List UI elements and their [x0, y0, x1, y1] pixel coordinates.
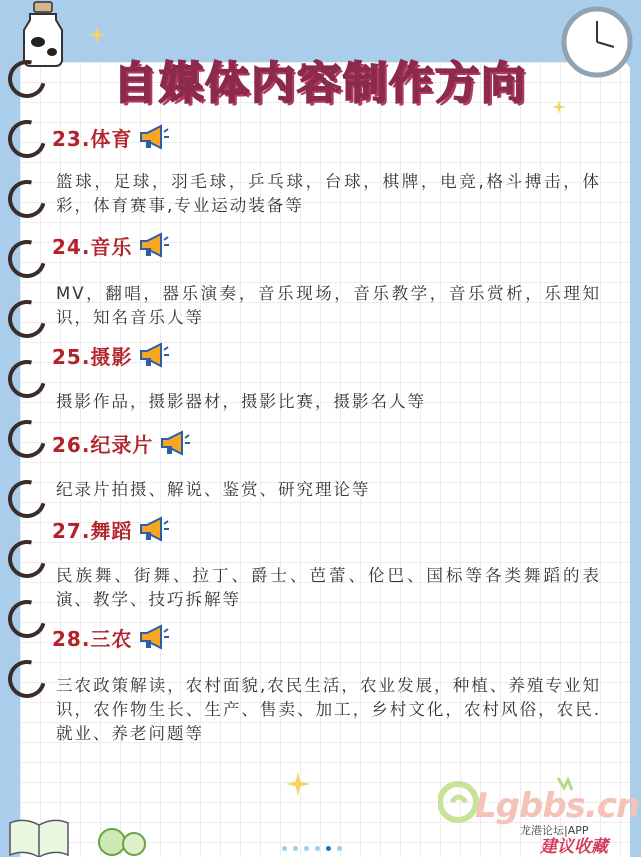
watermark-sub: 龙港论坛|APP [520, 824, 589, 837]
page-title: 自媒体内容制作方向 [113, 58, 527, 109]
section-heading [52, 428, 191, 458]
megaphone-icon [138, 124, 170, 150]
megaphone-icon [138, 342, 170, 368]
spiral-binding [0, 60, 50, 700]
section-text: MV，翻唱，器乐演奏，音乐现场，音乐教学，音乐赏析，乐理知识，知名音乐人等 [56, 284, 601, 327]
megaphone-icon [138, 624, 170, 650]
book-icon [8, 815, 70, 857]
megaphone-icon [159, 430, 191, 456]
pagination-dots [282, 846, 342, 851]
section-heading [52, 122, 170, 152]
megaphone-icon [138, 516, 170, 542]
section-heading [52, 340, 170, 370]
section-heading-text: 25.摄影 [52, 344, 133, 369]
section-text: 三农政策解读，农村面貌,农民生活，农业发展，种植、养殖专业知识，农作物生长、生产、售卖、加工，乡村文化，农村风俗，农民.就业、养老问题等 [56, 676, 601, 743]
section-text: 篮球，足球，羽毛球，乒乓球，台球，棋牌，电竞,格斗搏击，体彩，体育赛事,专业运动装备等 [56, 172, 601, 215]
star-icon [286, 772, 310, 796]
section-heading-text: 24.音乐 [52, 234, 133, 259]
section-heading [52, 514, 170, 544]
section-text: 民族舞、街舞、拉丁、爵士、芭蕾、伦巴、国标等各类舞蹈的表演、教学、技巧拆解等 [56, 566, 601, 609]
megaphone-icon [138, 232, 170, 258]
section-heading-text: 23.体育 [52, 126, 133, 151]
section-heading-text: 28.三农 [52, 626, 133, 651]
section-heading [52, 622, 170, 652]
section-heading [52, 230, 170, 260]
section-text: 纪录片拍摄、解说、鉴赏、研究理论等 [56, 480, 371, 499]
cucumber-icon [96, 826, 152, 856]
clock-icon [560, 5, 634, 79]
section-heading-text: 27.舞蹈 [52, 518, 133, 543]
watermark-brand: Lgbbs.cn [475, 786, 640, 826]
section-heading-text: 26.纪录片 [52, 432, 154, 457]
save-stamp: 建议收藏 [540, 837, 608, 857]
star-icon [88, 26, 106, 44]
section-text: 摄影作品，摄影器材，摄影比赛，摄影名人等 [56, 392, 426, 411]
